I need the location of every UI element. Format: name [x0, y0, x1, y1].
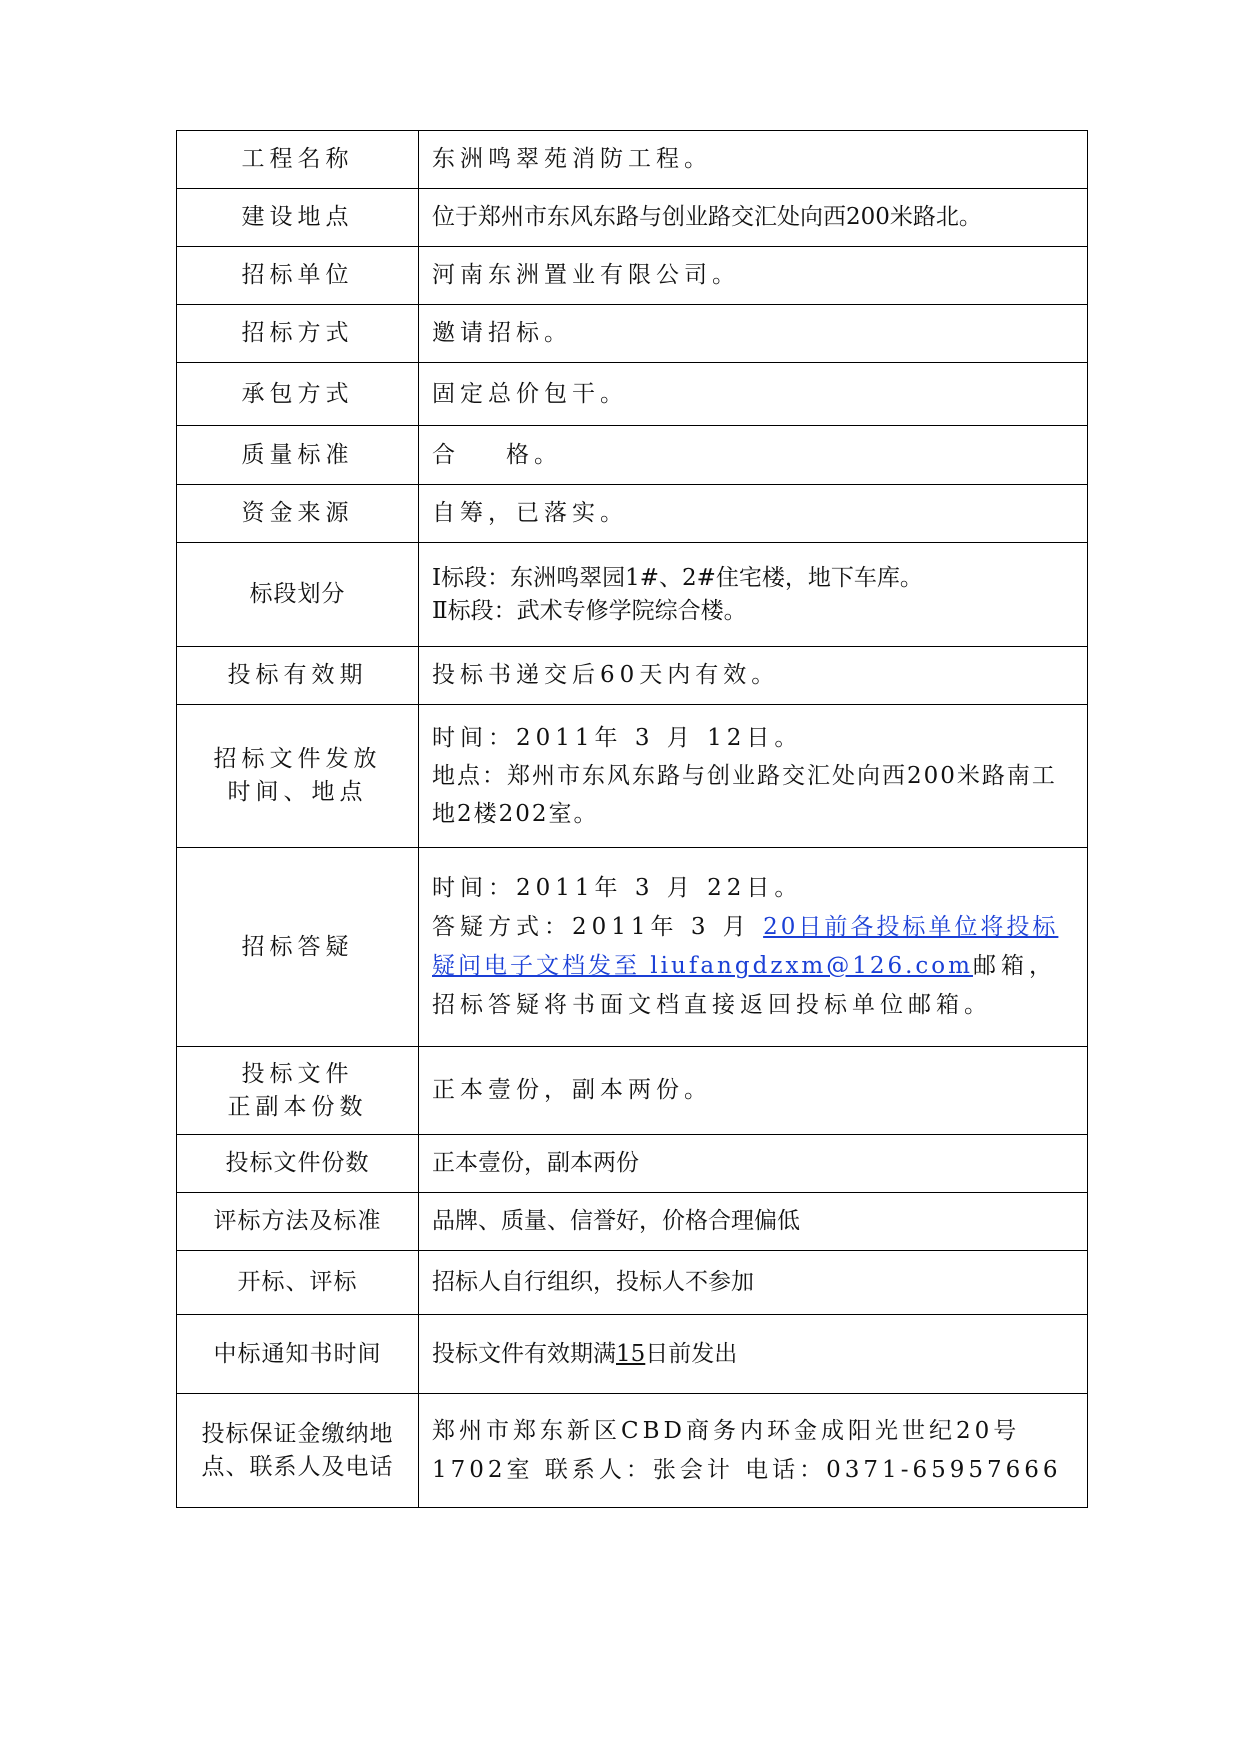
table-row: [177, 485, 1088, 543]
row-label: 招标答疑: [177, 848, 419, 1047]
row-value: [419, 705, 1088, 848]
row-value: 河南东洲置业有限公司。: [419, 247, 1088, 305]
row-label-line-2: 点、联系人及电话: [201, 1453, 394, 1480]
table-row: [177, 363, 1088, 426]
row-label: 工程名称: [177, 131, 419, 189]
table-row: [177, 247, 1088, 305]
table-row: [177, 1394, 1088, 1508]
row-value: 自筹，已落实。: [419, 485, 1088, 543]
qa-method: 答疑方式：2011年 3 月 20日前各投标单位将投标疑问电子文档发至 liufangdzxm@126.com邮箱，招标答疑将书面文档直接返回投标单位邮箱。: [432, 914, 1059, 1018]
row-value: 固定总价包干。: [419, 363, 1088, 426]
row-value: [419, 848, 1088, 1047]
issue-place: 地点：郑州市东风东路与创业路交汇处向西200米路南工地2楼202室。: [432, 763, 1057, 827]
row-value: 正本壹份，副本两份。: [419, 1047, 1088, 1135]
days-number: 15: [616, 1340, 646, 1367]
qa-time: 时间：2011年 3 月 22日。: [432, 875, 803, 901]
row-label: 评标方法及标准: [177, 1193, 419, 1251]
table-row: [177, 1315, 1088, 1394]
table-row: [177, 647, 1088, 705]
email-link[interactable]: 20日前各投标单位将投标疑问电子文档发至 liufangdzxm@126.com: [432, 914, 1059, 979]
table-row: [177, 543, 1088, 647]
table-row: [177, 1047, 1088, 1135]
row-label: 质量标准: [177, 426, 419, 485]
row-label: 建设地点: [177, 189, 419, 247]
row-label: 承包方式: [177, 363, 419, 426]
table-row: [177, 131, 1088, 189]
row-label: 中标通知书时间: [177, 1315, 419, 1394]
row-label: [177, 1047, 419, 1135]
row-value: 位于郑州市东风东路与创业路交汇处向西200米路北。: [419, 189, 1088, 247]
row-label: 资金来源: [177, 485, 419, 543]
table-row: [177, 1193, 1088, 1251]
issue-time: 时间：2011年 3 月 12日。: [432, 725, 803, 751]
quality-value-b: 格。: [506, 441, 562, 468]
row-label: [177, 1394, 419, 1508]
row-value: 品牌、质量、信誉好，价格合理偏低: [419, 1193, 1088, 1251]
row-value: 投标文件有效期满15日前发出: [419, 1315, 1088, 1394]
table-row: [177, 1135, 1088, 1193]
row-value: 郑州市郑东新区CBD商务内环金成阳光世纪20号1702室 联系人：张会计 电话：0371-65957666: [419, 1394, 1088, 1508]
row-value: [419, 426, 1088, 485]
row-value: 邀请招标。: [419, 305, 1088, 363]
row-label-line-1: 招标文件发放: [213, 746, 382, 772]
table-row: [177, 848, 1088, 1047]
section-line-2: Ⅱ标段：武术专修学院综合楼。: [432, 597, 747, 624]
quality-value-a: 合: [432, 441, 460, 468]
row-value: [419, 543, 1088, 647]
row-value: 投标书递交后60天内有效。: [419, 647, 1088, 705]
row-label-line-2: 时间、地点: [227, 779, 368, 805]
table-row: [177, 189, 1088, 247]
section-line-1: Ⅰ标段：东洲鸣翠园1#、2#住宅楼，地下车库。: [432, 564, 923, 591]
row-label: 招标方式: [177, 305, 419, 363]
row-value: 招标人自行组织，投标人不参加: [419, 1251, 1088, 1315]
row-label: 开标、评标: [177, 1251, 419, 1315]
table-row: [177, 1251, 1088, 1315]
row-value: 东洲鸣翠苑消防工程。: [419, 131, 1088, 189]
table-row: [177, 426, 1088, 485]
table-row: [177, 305, 1088, 363]
row-label-line-2: 正副本份数: [227, 1093, 368, 1120]
row-label: [177, 705, 419, 848]
row-label-line-1: 投标文件: [241, 1060, 354, 1087]
row-label-line-1: 投标保证金缴纳地: [201, 1420, 394, 1447]
row-label: 招标单位: [177, 247, 419, 305]
tender-info-table: [176, 130, 1088, 1508]
row-label: 投标有效期: [177, 647, 419, 705]
row-value: 正本壹份，副本两份: [419, 1135, 1088, 1193]
row-label: 标段划分: [177, 543, 419, 647]
row-label: 投标文件份数: [177, 1135, 419, 1193]
table-row: [177, 705, 1088, 848]
